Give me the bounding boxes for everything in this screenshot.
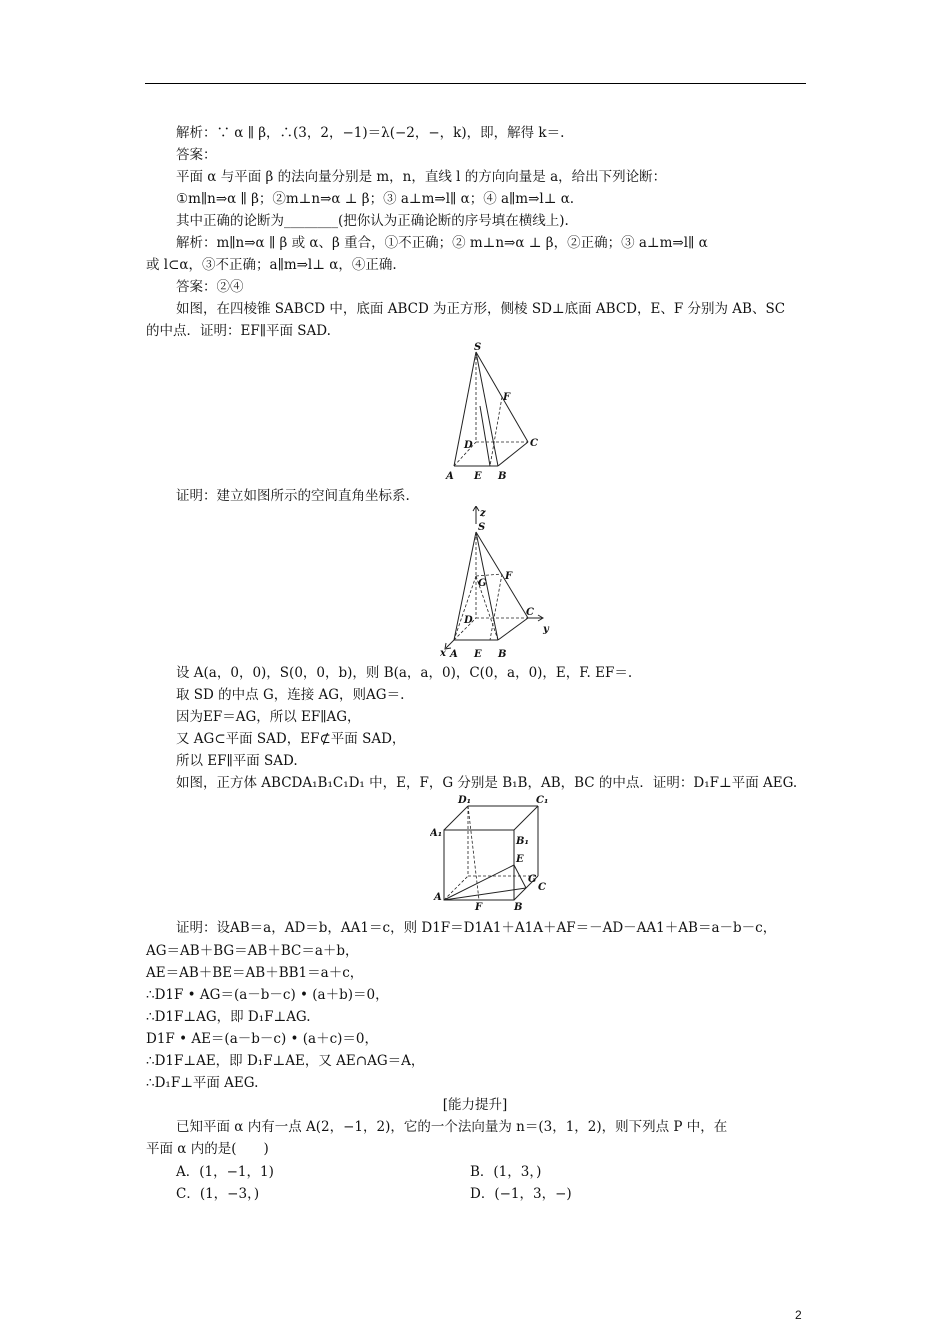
text-line: 证明：设AB＝a，AD＝b，AA1＝c，则 D1F＝D1A1＋A1A＋AF＝－AD－AA1＋AB＝a－b－c，: [176, 920, 777, 936]
text-line: 又 AG⊂平面 SAD，EF⊄平面 SAD，: [176, 731, 406, 747]
text-line: 所以 EF∥平面 SAD.: [176, 753, 298, 769]
text-line: 解析：m∥n⇒α ∥ β 或 α、β 重合，①不正确；② m⊥n⇒α ⊥ β，②正确；③ a⊥m⇒l∥ α: [176, 235, 708, 251]
label-z: z: [480, 508, 486, 519]
label-C: C: [530, 438, 538, 449]
label-D: D: [464, 440, 473, 451]
label-G: G: [528, 874, 537, 885]
label-E: E: [516, 854, 524, 865]
label-F: F: [505, 571, 513, 582]
section-heading: [能力提升]: [442, 1097, 508, 1113]
text-line: 答案：: [176, 147, 217, 163]
text-line: 平面 α 内的是( ): [146, 1141, 269, 1157]
cube-figure: [430, 792, 555, 914]
label-E: E: [474, 471, 482, 482]
text-line: 如图，在四棱锥 SABCD 中，底面 ABCD 为正方形，侧棱 SD⊥底面 ABCD，E、F 分别为 AB、SC: [176, 301, 786, 317]
header-rule: [145, 83, 806, 84]
text-line: 如图，正方体 ABCDA₁B₁C₁D₁ 中，E，F，G 分别是 B₁B，AB，BC 的中点．证明：D₁F⊥平面 AEG.: [176, 775, 798, 791]
text-line: ∴D1F⊥AG，即 D₁F⊥AG.: [146, 1009, 311, 1025]
option-c: C．(1，−3，): [176, 1186, 260, 1202]
label-B1: B₁: [516, 836, 529, 847]
label-G: G: [478, 578, 487, 589]
label-C1: C₁: [536, 795, 549, 806]
label-B: B: [514, 902, 523, 910]
label-D: D: [464, 615, 473, 626]
text-line: 取 SD 的中点 G，连接 AG，则AG＝.: [176, 687, 405, 703]
label-S: S: [478, 522, 486, 533]
pyramid-figure: [440, 340, 550, 490]
text-line: 解析：∵ α ∥ β，∴(3，2，−1)＝λ(−2，−，k)，即，解得 k＝.: [176, 125, 565, 141]
text-line: D1F • AE＝(a－b－c) • (a＋c)＝0，: [146, 1031, 378, 1047]
text-line: ∴D1F • AG＝(a－b－c) • (a＋b)＝0，: [146, 987, 389, 1003]
label-F: F: [503, 392, 511, 403]
text-line: 平面 α 与平面 β 的法向量分别是 m，n，直线 l 的方向向量是 a，给出下列论断：: [176, 169, 667, 185]
text-line: 的中点．证明：EF∥平面 SAD.: [146, 323, 331, 339]
label-x: x: [440, 648, 446, 659]
label-y: y: [543, 624, 549, 635]
text-line: 已知平面 α 内有一点 A(2，−1，2)，它的一个法向量为 n＝(3，1，2)，则下列点 P 中，在: [176, 1119, 728, 1135]
coordinate-pyramid-figure: [440, 506, 560, 666]
text-line: ①m∥n⇒α ∥ β；②m⊥n⇒α ⊥ β；③ a⊥m⇒l∥ α；④ a∥m⇒l⊥ α.: [176, 191, 575, 207]
label-S: S: [474, 342, 482, 353]
option-d: D．(−1，3，−): [470, 1186, 572, 1202]
label-A: A: [434, 892, 442, 903]
text-line: 证明：建立如图所示的空间直角坐标系.: [176, 488, 410, 504]
label-A: A: [450, 649, 458, 660]
text-line: AG＝AB＋BG＝AB＋BC＝a＋b，: [146, 943, 359, 959]
label-F: F: [475, 902, 483, 910]
option-b: B．(1，3，): [470, 1164, 542, 1180]
text-line: ∴D₁F⊥平面 AEG.: [146, 1075, 259, 1091]
option-a: A．(1，−1，1): [176, 1164, 274, 1180]
label-D1: D₁: [458, 795, 472, 806]
label-C: C: [538, 882, 546, 893]
label-B: B: [498, 649, 507, 660]
label-B: B: [498, 471, 507, 482]
text-line: 或 l⊂α，③不正确；a∥m⇒l⊥ α，④正确.: [146, 257, 397, 273]
text-line: 设 A(a，0，0)，S(0，0，b)，则 B(a，a，0)，C(0，a，0)，E，F. EF＝.: [176, 665, 633, 681]
label-A: A: [446, 471, 454, 482]
text-line: AE＝AB＋BE＝AB＋BB1＝a＋c，: [146, 965, 364, 981]
label-A1: A₁: [430, 828, 443, 839]
text-line: ∴D1F⊥AE，即 D₁F⊥AE，又 AE∩AG＝A，: [146, 1053, 425, 1069]
label-E: E: [474, 649, 482, 660]
page-number: 2: [795, 1308, 802, 1322]
label-C: C: [526, 607, 534, 618]
text-line: 答案：②④: [176, 279, 244, 295]
text-line: 其中正确的论断为________(把你认为正确论断的序号填在横线上).: [176, 213, 569, 229]
text-line: 因为EF＝AG，所以 EF∥AG，: [176, 709, 361, 725]
